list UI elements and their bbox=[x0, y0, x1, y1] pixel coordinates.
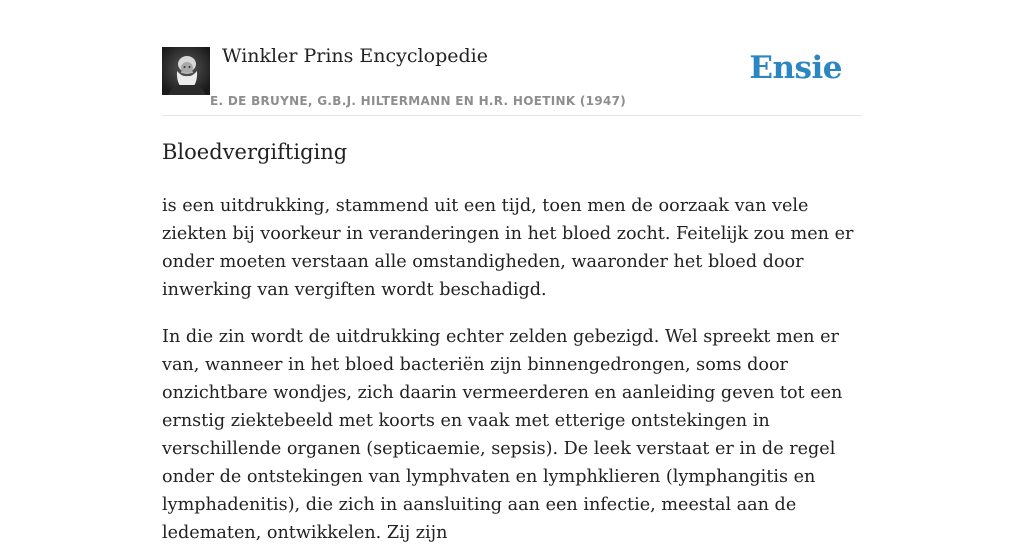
publication-title[interactable]: Winkler Prins Encyclopedie bbox=[222, 45, 488, 67]
article-paragraph-2: In die zin wordt de uitdrukking echter zelden gebezigd. Wel spreekt men er van, wanneer in het bloed bacteriën zijn binnengedrongen, soms door onzichtbare wondjes, zich daarin vermeerderen en aanleiding geven tot een ernstig ziektebeeld met koorts en vaak met etterige ontstekingen in verschillende organen (septicaemie, sepsis). De leek verstaat er in de regel onder de ontstekingen van lymphvaten en lymphklieren (lymphangitis en lymphadenitis), die zich in aansluiting aan een infectie, meestal aan de ledematen, ontwikkelen. Zij zijn bbox=[162, 327, 843, 543]
author-byline: E. DE BRUYNE, G.B.J. HILTERMANN EN H.R. HOETINK (1947) bbox=[210, 94, 627, 108]
author-avatar bbox=[162, 47, 210, 95]
source-header bbox=[162, 0, 862, 116]
article-paragraph-1: is een uitdrukking, stammend uit een tijd, toen men de oorzaak van vele ziekten bij voorkeur in veranderingen in het bloed zocht. Feitelijk zou men er onder moeten verstaan alle omstandigheden, waaronder het bloed door inwerking van vergiften wordt beschadigd. bbox=[162, 196, 854, 300]
article-title: Bloedvergiftiging bbox=[162, 140, 348, 164]
article-column bbox=[162, 0, 862, 543]
portrait-photo-icon bbox=[162, 47, 210, 95]
ensie-logo-link[interactable]: Ensie bbox=[749, 50, 842, 86]
